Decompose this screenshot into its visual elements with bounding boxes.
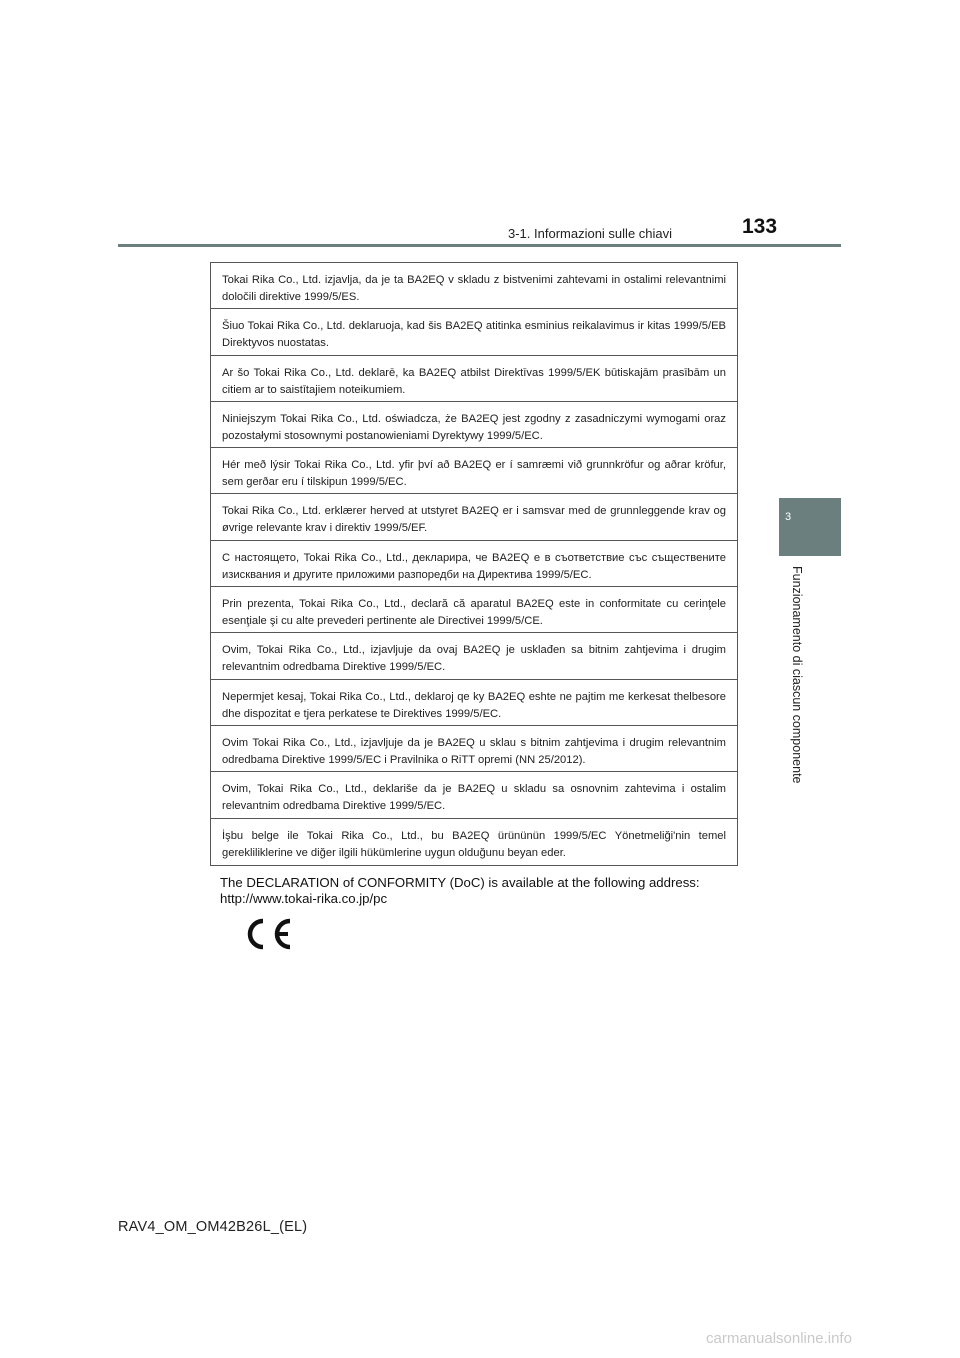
- doc-url-link[interactable]: http://www.tokai-rika.co.jp/pc: [220, 891, 388, 906]
- declaration-row: Ovim Tokai Rika Co., Ltd., izjavljuje da je BA2EQ u sklau s bitnim zahtjevima i drugim relevantnim odredbama Direktive 1999/5/EC i Pravilnika o RiTT opremi (NN 25/2012).: [211, 726, 737, 772]
- declarations-table: [210, 262, 738, 866]
- ce-mark-icon: [240, 917, 294, 951]
- chapter-tab: [779, 498, 841, 556]
- manual-code: RAV4_OM_OM42B26L_(EL): [118, 1219, 308, 1235]
- doc-note-text: The DECLARATION of CONFORMITY (DoC) is available at the following address:: [220, 875, 700, 890]
- declaration-row: İşbu belge ile Tokai Rika Co., Ltd., bu BA2EQ ürününün 1999/5/EC Yönetmeliği'nin temel gerekliliklerine ve diğer ilgili hükümlerine uygun olduğunu beyan eder.: [222, 829, 726, 859]
- declaration-row: Ovim, Tokai Rika Co., Ltd., deklariše da je BA2EQ u skladu sa osnovnim zahtevima i ostalim relevantnim odredbama Direktive 1999/5/EC.: [211, 772, 737, 818]
- declaration-row: С настоящето, Tokai Rika Co., Ltd., декларира, че BA2EQ е в съответствие със съществените изисквания и другите приложими разпоредби на Директива 1999/5/ЕС.: [211, 541, 737, 587]
- declaration-row: Ar šo Tokai Rika Co., Ltd. deklarē, ka BA2EQ atbilst Direktīvas 1999/5/EK būtiskajām prasībām un citiem ar to saistītajiem noteikumiem.: [211, 356, 737, 402]
- doc-note: [220, 875, 740, 907]
- declaration-row: Tokai Rika Co., Ltd. erklærer herved at utstyret BA2EQ er i samsvar med de grunnleggende krav og øvrige relevante krav i direktiv 1999/5/EF.: [211, 494, 737, 540]
- chapter-number: 3: [785, 511, 792, 523]
- page-number: 133: [742, 215, 778, 238]
- declaration-row: Prin prezenta, Tokai Rika Co., Ltd., declară că aparatul BA2EQ este in conformitate cu cerinţele esenţiale şi cu alte prevederi pertinente ale Directivei 1999/5/CE.: [211, 587, 737, 633]
- header-rule: [118, 244, 841, 247]
- declaration-row: Šiuo Tokai Rika Co., Ltd. deklaruoja, kad šis BA2EQ atitinka esminius reikalavimus ir kitas 1999/5/EB Direktyvos nuostatas.: [211, 309, 737, 355]
- section-title: 3-1. Informazioni sulle chiavi: [508, 226, 673, 241]
- declaration-row: Nepermjet kesaj, Tokai Rika Co., Ltd., deklaroj qe ky BA2EQ eshte ne pajtim me kerkesat thelbesore dhe dispozitat e tjera perkatese te Direktives 1999/5/EC.: [211, 680, 737, 726]
- declaration-row: Tokai Rika Co., Ltd. izjavlja, da je ta BA2EQ v skladu z bistvenimi zahtevami in ostalimi relevantnimi določili direktive 1999/5/ES.: [211, 263, 737, 309]
- watermark: carmanualsonline.info: [706, 1330, 852, 1347]
- declaration-row: Ovim, Tokai Rika Co., Ltd., izjavljuje da ovaj BA2EQ je usklađen sa bitnim zahtjevima i drugim relevantnim odredbama Direktive 1999/5/EC.: [211, 633, 737, 679]
- chapter-title: Funzionamento di ciascun componente: [790, 566, 804, 784]
- declaration-row: Hér með lýsir Tokai Rika Co., Ltd. yfir því að BA2EQ er í samræmi við grunnkröfur og aðrar kröfur, sem gerðar eru í tilskipun 1999/5/EC.: [211, 448, 737, 494]
- declaration-row: Niniejszym Tokai Rika Co., Ltd. oświadcza, że BA2EQ jest zgodny z zasadniczymi wymogami oraz pozostałymi stosownymi postanowieniami Dyrektywy 1999/5/EC.: [211, 402, 737, 448]
